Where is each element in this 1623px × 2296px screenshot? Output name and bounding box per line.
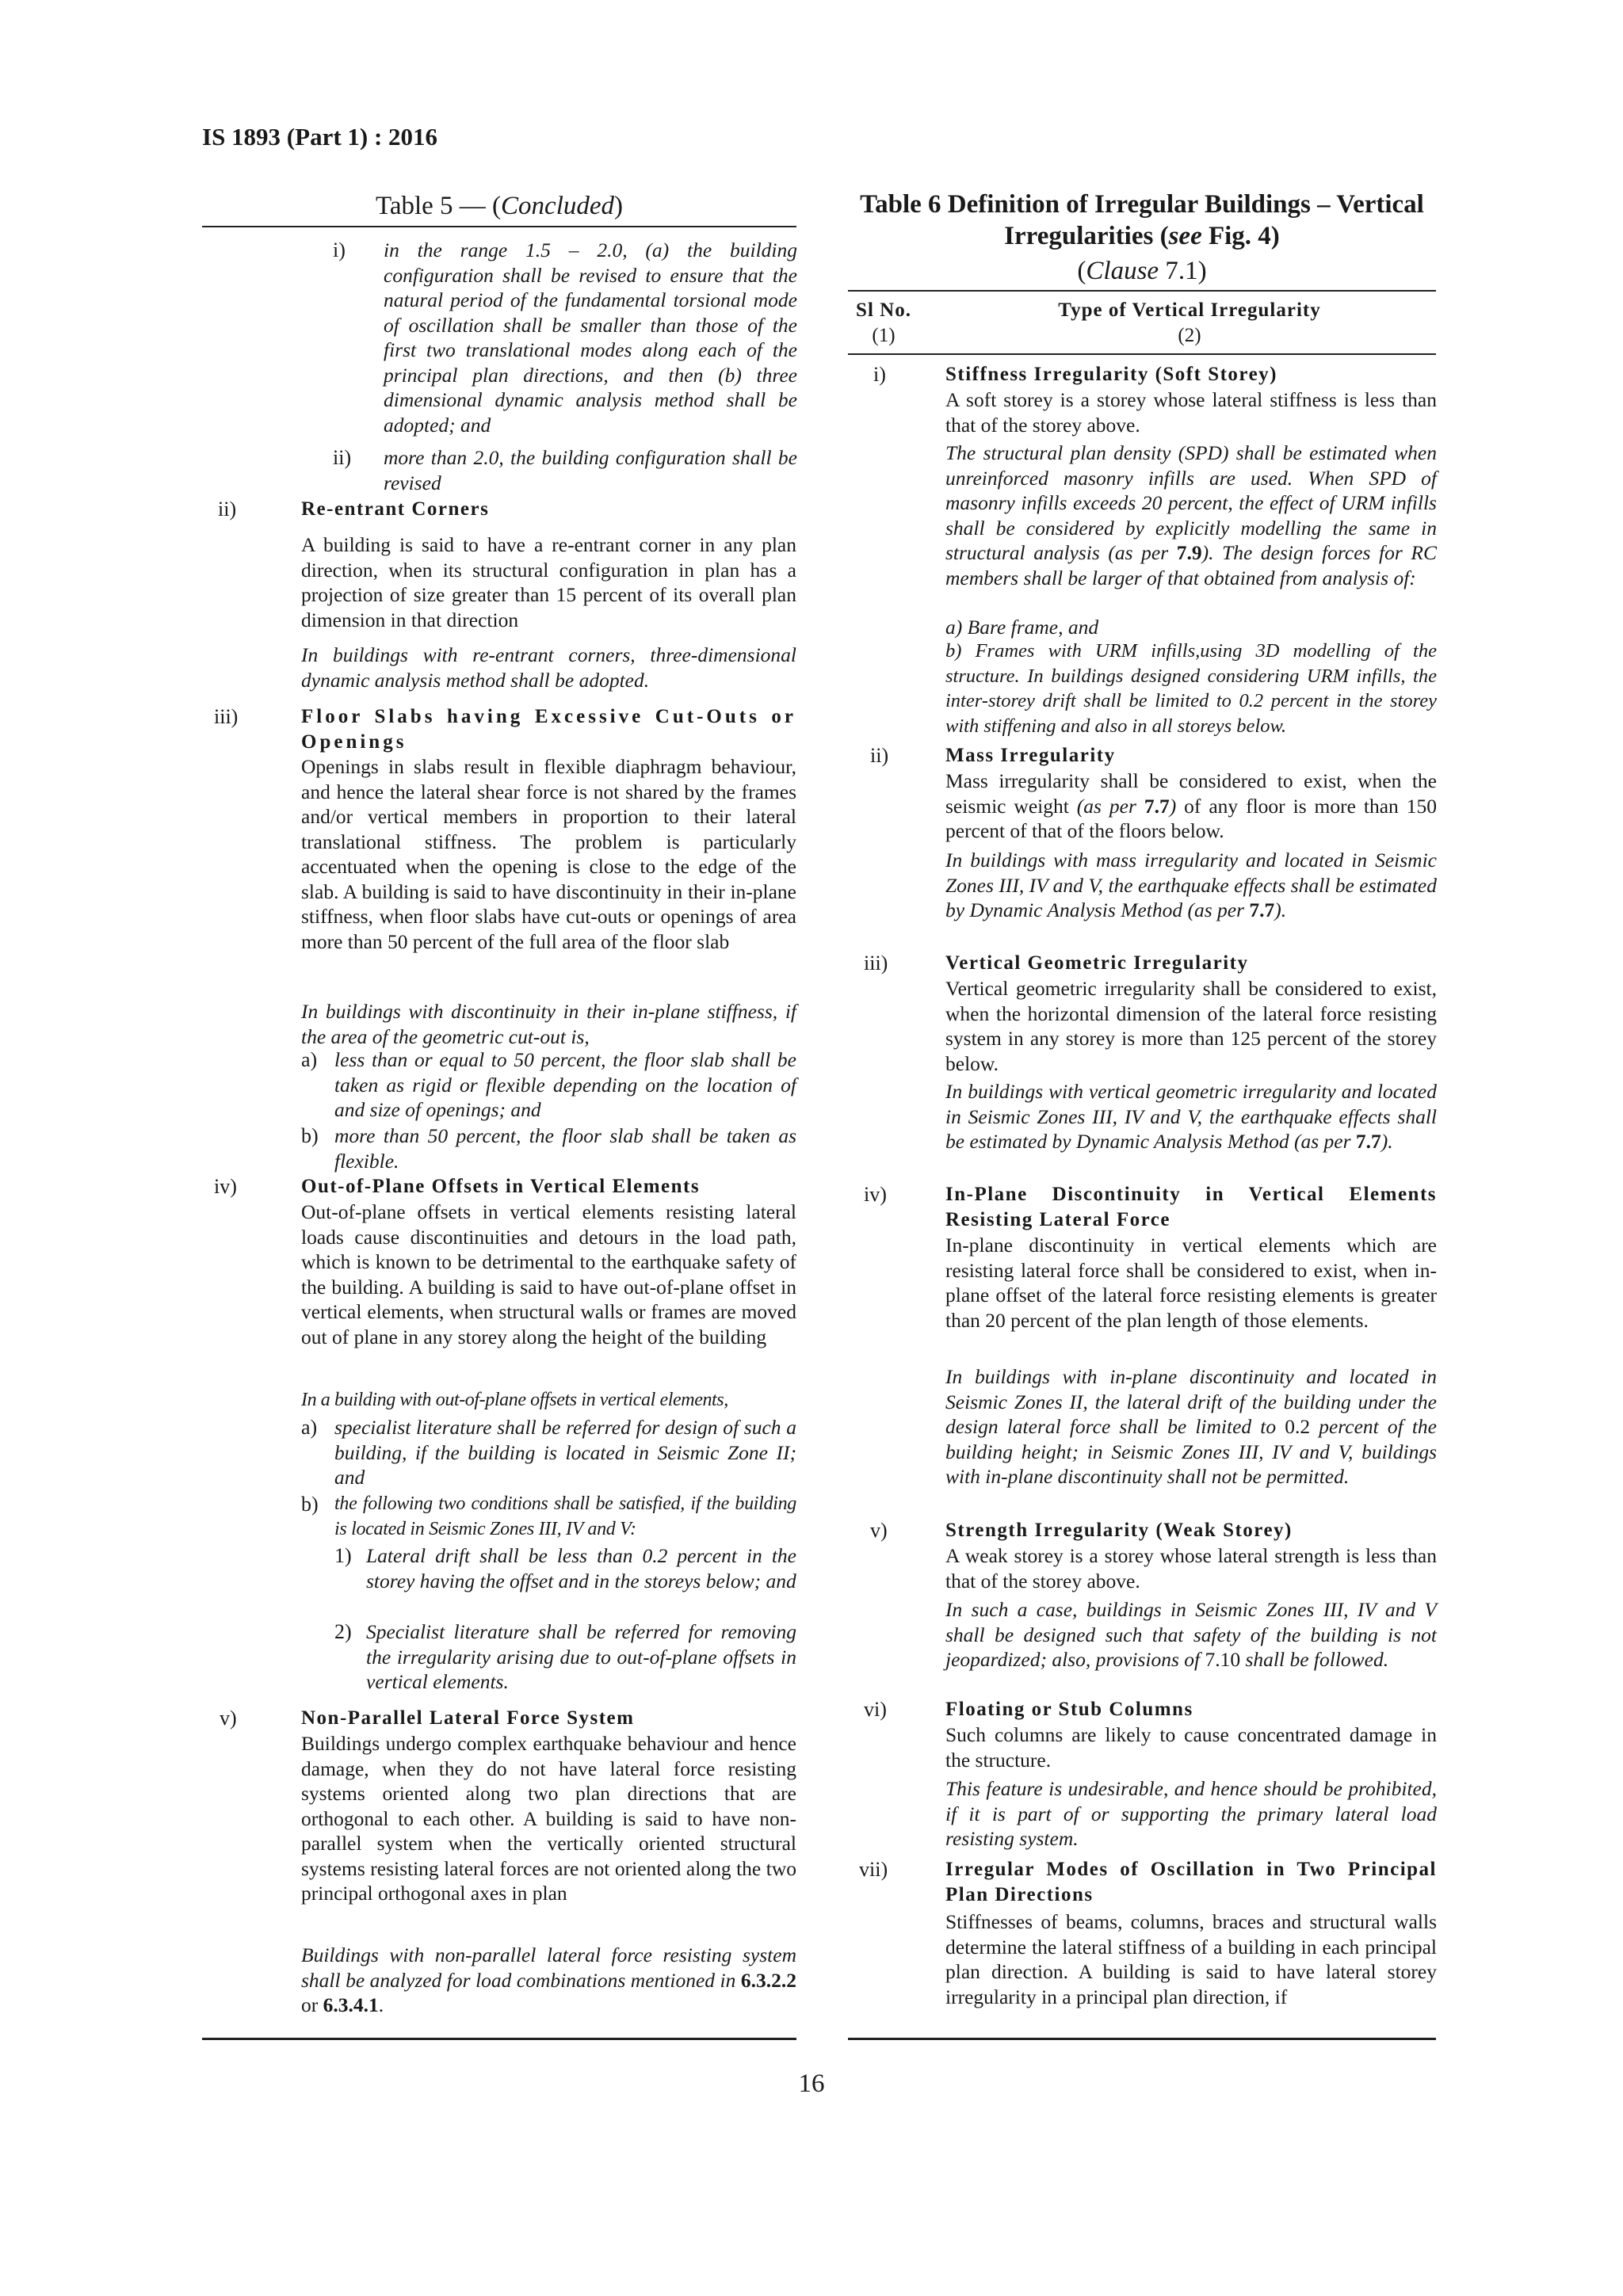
table6-row-iv-body: In-plane discontinuity in vertical elements which are resisting lateral force shall be considered to exist, when in-plane offset of the lateral force resisting elements is greater than 20 percent of the plan length of those elements.	[945, 1234, 1437, 1332]
column-number-1: (1)	[872, 325, 896, 346]
table6-row-vi-heading: Floating or Stub Columns	[945, 1699, 1193, 1720]
table6-row-vii-heading: Irregular Modes of Oscillation in Two Principal Plan Directions	[945, 1859, 1437, 1905]
table6-row-iv-note: In buildings with in-plane discontinuity and located in Seismic Zones II, the lateral drift of the building under the design lateral force shall be limited to 0.2 percent of the building height; in Seismic Zones III, IV and V, buildings with in-plane discontinuity shall not be permitted.	[945, 1365, 1437, 1488]
table6-row-v-heading: Strength Irregularity (Weak Storey)	[945, 1520, 1293, 1541]
table5-row-iii-b-text: more than 50 percent, the floor slab shall be taken as flexible.	[334, 1124, 796, 1173]
table6-bottom-rule	[848, 2038, 1436, 2040]
table5-row-iv-note: In a building with out-of-plane offsets in vertical elements,	[301, 1390, 728, 1410]
table6-row-iv-heading: In-Plane Discontinuity in Vertical Elements Resisting Lateral Force	[945, 1184, 1437, 1230]
table5-bottom-rule	[202, 2038, 796, 2040]
table6-row-ii-heading: Mass Irregularity	[945, 745, 1116, 766]
table5-row-iii-note: In buildings with discontinuity in their in-plane stiffness, if the area of the geometric cut-out is,	[301, 1000, 796, 1048]
table5-row-iii-body: Openings in slabs result in flexible diaphragm behaviour, and hence the lateral shear force is not shared by the frames and/or vertical members in proportion to their lateral translational stiffness. The problem is particularly accentuated when the opening is close to the edge of the slab. A building is said to have discontinuity in their in-plane stiffness, when floor slabs have cut-outs or openings of area more than 50 percent of the full area of the floor slab	[301, 755, 796, 953]
table6-row-v-body: A weak storey is a storey whose lateral strength is less than that of the storey above.	[945, 1544, 1437, 1592]
column-header-type: Type of Vertical Irregularity	[1058, 299, 1321, 321]
table5-title: Table 5 — (Concluded)	[375, 192, 624, 220]
column-number-2: (2)	[1178, 325, 1201, 346]
table6-row-ii-body: Mass irregularity shall be considered to exist, when the seismic weight (as per 7.7) of any floor is more than 150 percent of that of the floors below.	[945, 769, 1437, 842]
page-number: 16	[798, 2069, 825, 2098]
table5-row-iii-a-text: less than or equal to 50 percent, the floor slab shall be taken as rigid or flexible depending on the location of and size of openings; and	[334, 1048, 796, 1121]
table6-title-line1: Table 6 Definition of Irregular Buildings – Vertical	[860, 190, 1424, 219]
table5-row-ii-heading: Re-entrant Corners	[301, 498, 490, 520]
column-header-sl-no: Sl No.	[856, 299, 911, 321]
table5-row-iii-a-label: a)	[301, 1048, 318, 1071]
table5-row-iv-body: Out-of-plane offsets in vertical elements resisting lateral loads cause discontinuities and detours in the load path, which is known to be detrimental to the earthquake safety of the building. A building is said to have out-of-plane offset in vertical elements, when structural walls or frames are moved out of plane in any storey along the height of the building	[301, 1200, 796, 1348]
table6-row-vii-number: vii)	[859, 1858, 888, 1881]
table6-row-v-note: In such a case, buildings in Seismic Zones III, IV and V shall be designed such that safety of the building is not jeopardized; also, provisions of 7.10 shall be followed.	[945, 1598, 1437, 1671]
cont-item-1-number: i)	[333, 238, 346, 261]
table5-row-iv-sub1-label: 1)	[334, 1544, 352, 1567]
table6-row-vi-number: vi)	[864, 1698, 887, 1721]
table5-row-iii-heading: Floor Slabs having Excessive Cut-Outs or Openings	[301, 706, 796, 753]
table6-row-v-number: v)	[870, 1519, 888, 1542]
document-header: IS 1893 (Part 1) : 2016	[202, 123, 438, 151]
table5-row-iv-sub2-label: 2)	[334, 1620, 352, 1643]
table6-row-i-body: A soft storey is a storey whose lateral stiffness is less than that of the storey above.	[945, 388, 1437, 437]
table6-row-i-number: i)	[873, 363, 886, 386]
table6-title	[848, 189, 1436, 252]
table5-row-iv-sub1-text: Lateral drift shall be less than 0.2 percent in the storey having the offset and in the storeys below; and	[366, 1544, 796, 1592]
table5-row-iii-number: iii)	[214, 705, 239, 728]
table6-row-ii-note: In buildings with mass irregularity and located in Seismic Zones III, IV and V, the earthquake effects shall be estimated by Dynamic Analysis Method (as per 7.7).	[945, 849, 1437, 921]
table6-top-rule	[848, 290, 1436, 292]
table6-row-iv-number: iv)	[864, 1183, 887, 1206]
table5-row-iv-heading: Out-of-Plane Offsets in Vertical Elements	[301, 1176, 701, 1197]
table6-row-iii-note: In buildings with vertical geometric irregularity and located in Seismic Zones III, IV and V, the earthquake effects shall be estimated by Dynamic Analysis Method (as per 7.7).	[945, 1080, 1437, 1153]
table5-row-v-body: Buildings undergo complex earthquake behaviour and hence damage, when they do not have lateral force resisting systems oriented along two plan directions that are orthogonal to each other. A building is said to have non-parallel system when the vertically oriented structural systems resisting lateral forces are not oriented along the two principal orthogonal axes in plan	[301, 1732, 796, 1905]
table6-title-line2: Irregularities (see Fig. 4)	[1004, 222, 1280, 250]
table5-row-iv-b-label: b)	[301, 1493, 319, 1516]
table5-row-iv-b-text: the following two conditions shall be satisfied, if the building is located in Seismic Zones III, IV and V:	[334, 1493, 796, 1539]
table6-row-i-note-a: a) Bare frame, and	[945, 616, 1099, 639]
table6-row-vi-note: This feature is undesirable, and hence should be prohibited, if it is part of or supporting the primary lateral load resisting system.	[945, 1777, 1437, 1850]
table5-row-ii-body: A building is said to have a re-entrant corner in any plan direction, when its structural configuration in plan has a projection of size greater than 15 percent of its overall plan dimension in that direction	[301, 533, 796, 631]
table6-row-iii-body: Vertical geometric irregularity shall be considered to exist, when the horizontal dimension of the lateral force resisting system in any storey is more than 125 percent of the storey below.	[945, 977, 1437, 1075]
table6-row-vii-body: Stiffnesses of beams, columns, braces and structural walls determine the lateral stiffness of a building in each principal plan direction. A building is said to have lateral storey irregularity in a principal plan direction, if	[945, 1910, 1437, 2008]
table5-row-v-note: Buildings with non-parallel lateral force resisting system shall be analyzed for load combinations mentioned in 6.3.2.2 or 6.3.4.1.	[301, 1943, 796, 2016]
table6-header-rule	[848, 353, 1436, 355]
table5-row-v-heading: Non-Parallel Lateral Force System	[301, 1707, 635, 1729]
table5-row-iv-sub2-text: Specialist literature shall be referred for removing the irregularity arising due to out-of-plane offsets in vertical elements.	[366, 1620, 796, 1693]
table6-row-i-note-b: b) Frames with URM infills,using 3D modelling of the structure. In buildings designed considering URM infills, the inter-storey drift shall be limited to 0.2 percent in the storey with stiffening and also in all storeys below.	[945, 640, 1437, 737]
cont-item-1-text: in the range 1.5 – 2.0, (a) the building configuration shall be revised to ensure that the natural period of the fundamental torsional mode of oscillation shall be smaller than those of the first two translational modes along each of the principal plan directions, and then (b) three dimensional dynamic analysis method shall be adopted; and	[384, 238, 797, 437]
table6-row-iii-number: iii)	[864, 952, 888, 974]
table6-row-i-heading: Stiffness Irregularity (Soft Storey)	[945, 364, 1277, 385]
table5-row-iii-b-label: b)	[301, 1124, 319, 1147]
table5-row-iv-a-text: specialist literature shall be referred for design of such a building, if the building is located in Seismic Zone II; and	[334, 1416, 796, 1489]
table6-row-i-note: The structural plan density (SPD) shall be estimated when unreinforced masonry infills are used. When SPD of masonry infills exceeds 20 percent, the effect of URM infills shall be considered by explicitly modelling the same in structural analysis (as per 7.9). The design forces for RC members shall be larger of that obtained from analysis of:	[945, 441, 1437, 589]
table5-row-ii-note: In buildings with re-entrant corners, three-dimensional dynamic analysis method shall be adopted.	[301, 643, 796, 692]
table6-row-iii-heading: Vertical Geometric Irregularity	[945, 952, 1249, 974]
table6-row-ii-number: ii)	[870, 744, 889, 767]
table5-row-ii-number: ii)	[218, 498, 237, 521]
cont-item-2-number: ii)	[333, 446, 352, 469]
table5-top-rule	[202, 226, 796, 227]
table6-clause: (Clause 7.1)	[1077, 257, 1207, 285]
table6-row-vi-body: Such columns are likely to cause concentrated damage in the structure.	[945, 1723, 1437, 1772]
table5-row-iv-number: iv)	[214, 1175, 237, 1198]
table5-row-v-number: v)	[220, 1707, 237, 1730]
table5-row-iv-a-label: a)	[301, 1416, 318, 1439]
cont-item-2-text: more than 2.0, the building configuration shall be revised	[384, 446, 797, 494]
